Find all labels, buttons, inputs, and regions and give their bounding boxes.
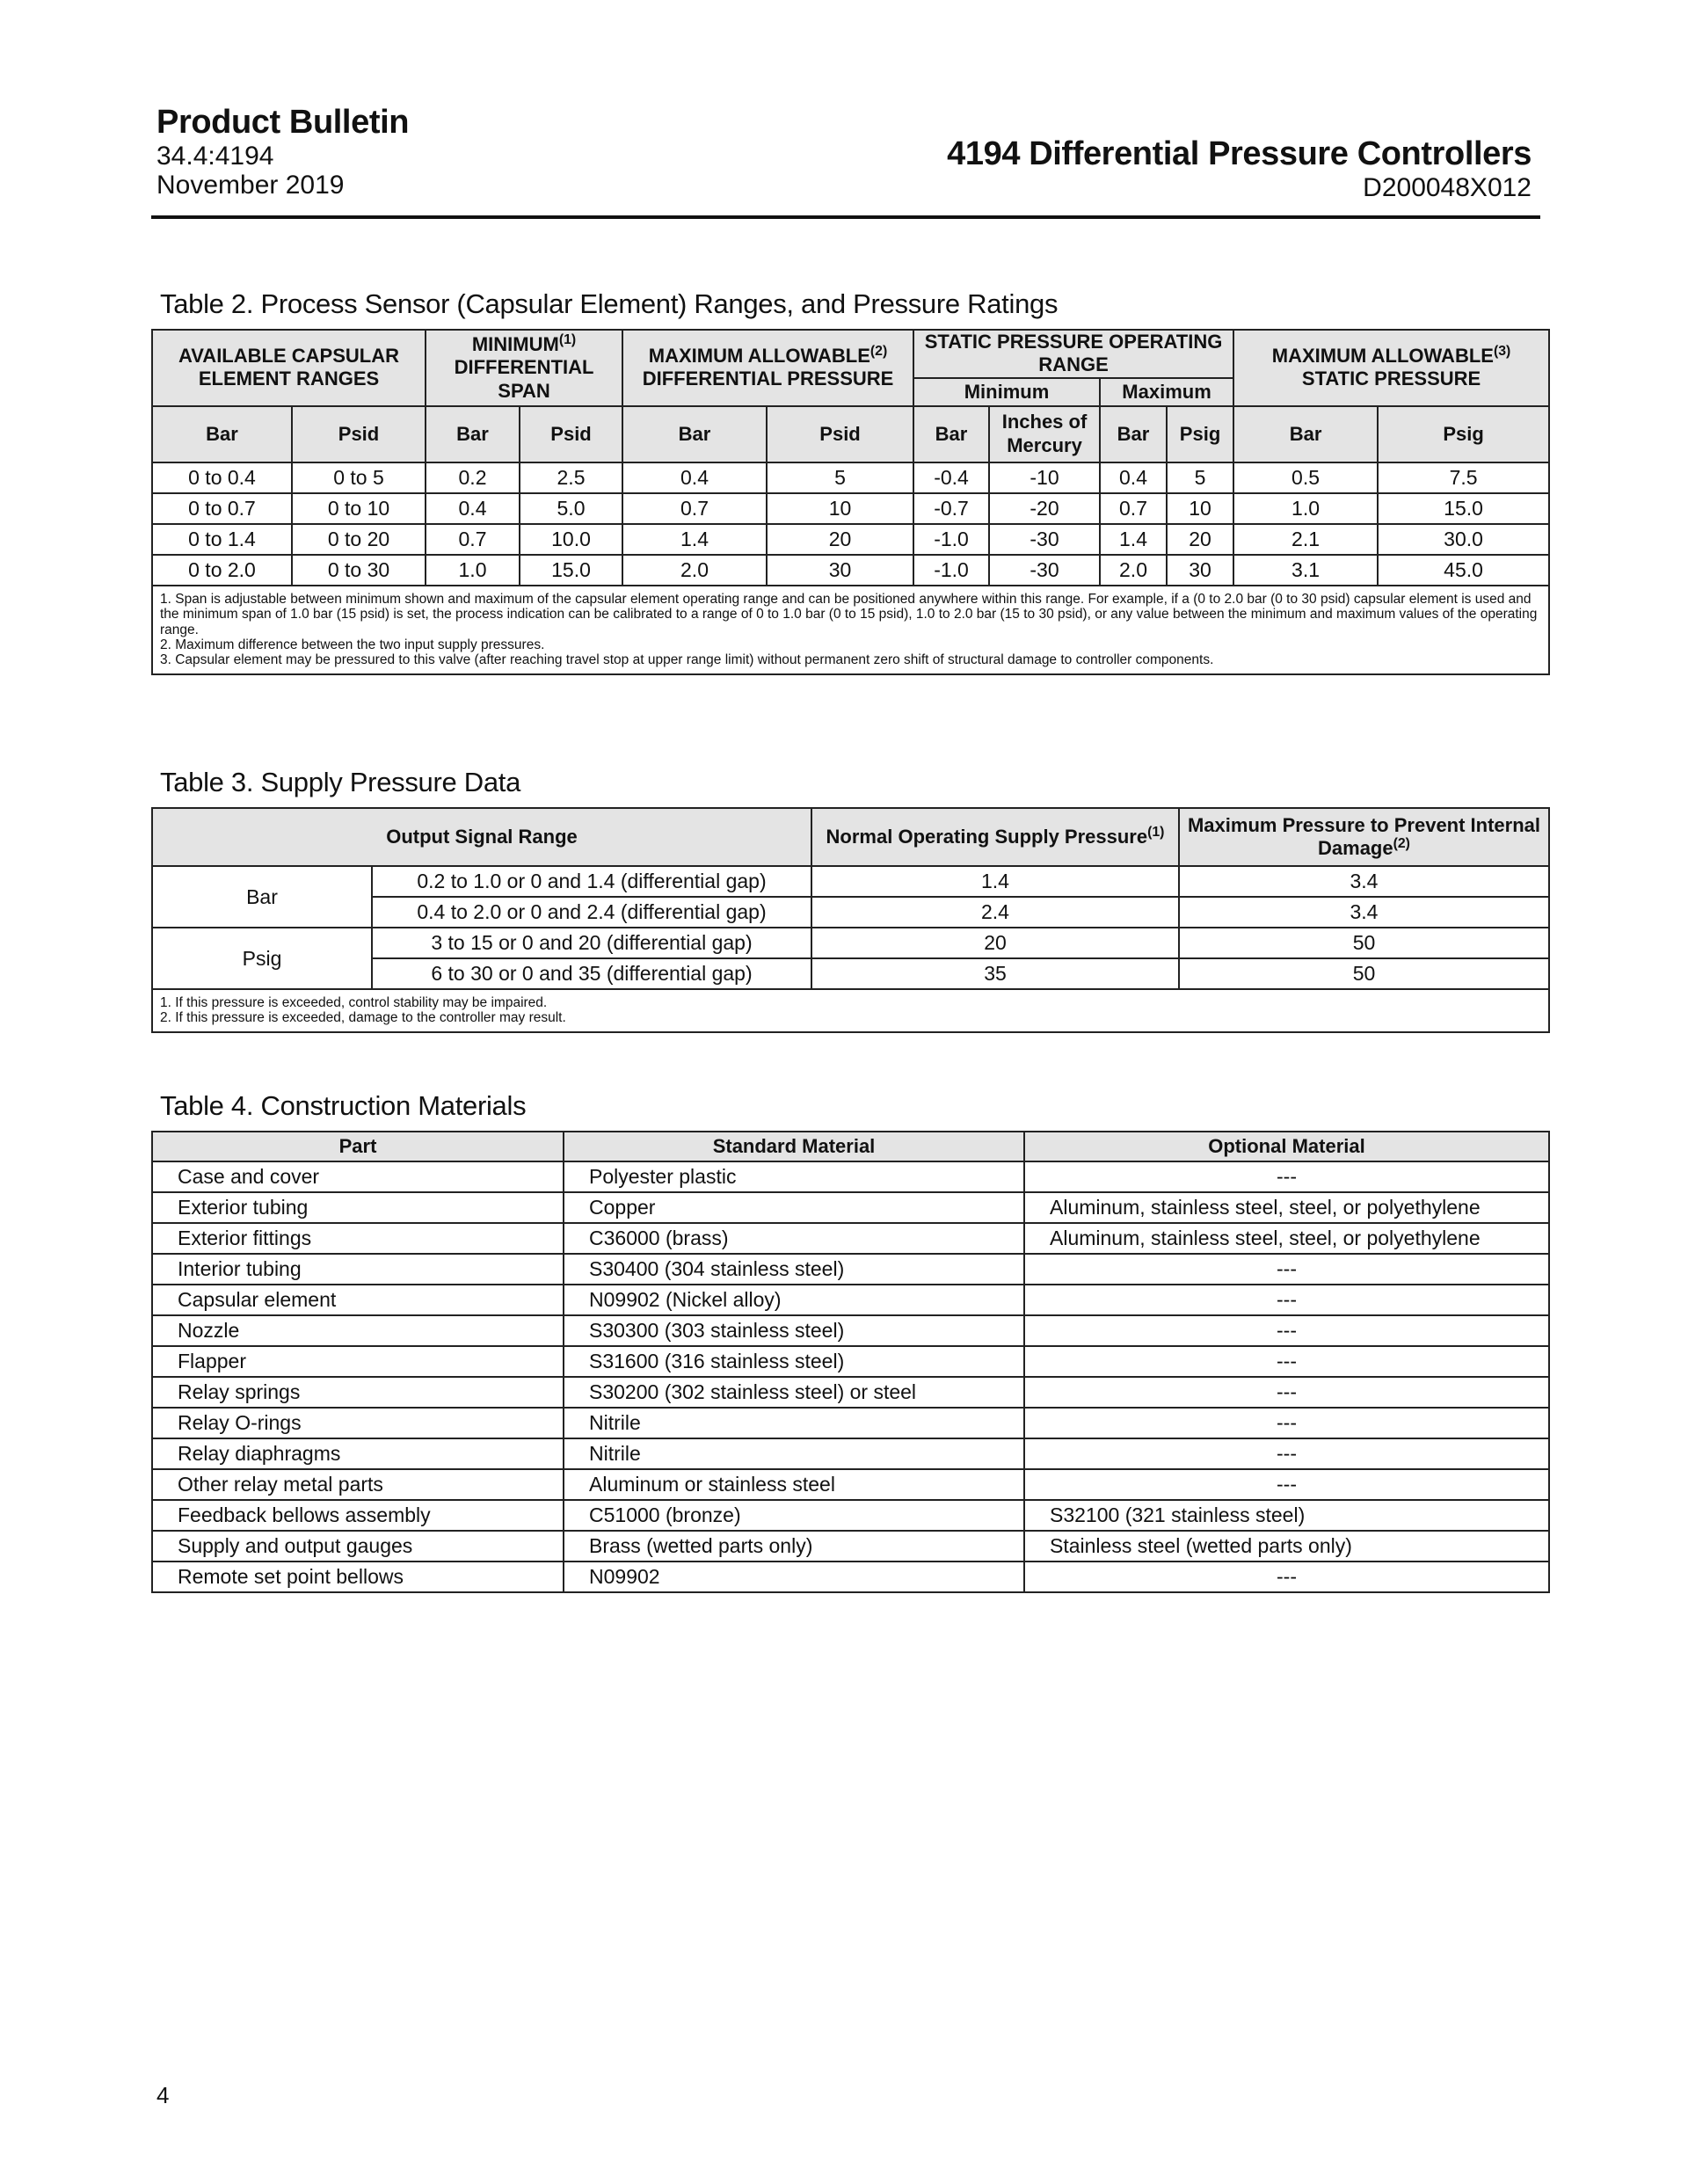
t4-header-standard: Standard Material: [564, 1132, 1024, 1161]
table-cell: C36000 (brass): [564, 1223, 1024, 1254]
table-cell: Copper: [564, 1192, 1024, 1223]
table-cell: 5.0: [520, 493, 622, 524]
table-cell: 35: [811, 958, 1179, 989]
table-cell: 0 to 5: [292, 462, 426, 493]
table2-pressure-ratings: [151, 329, 1550, 675]
table-row: [152, 555, 1549, 586]
t3-header-normal: Normal Operating Supply Pressure$^{(1)}$: [811, 808, 1179, 866]
table-cell: ---: [1024, 1285, 1549, 1315]
table-cell: Stainless steel (wetted parts only): [1024, 1531, 1549, 1562]
table-cell: 0.4: [426, 493, 520, 524]
table-cell: 0 to 20: [292, 524, 426, 555]
table-cell: S32100 (321 stainless steel): [1024, 1500, 1549, 1531]
header-right: [947, 135, 1532, 202]
table-cell: 15.0: [1378, 493, 1549, 524]
table-cell: 30: [1167, 555, 1233, 586]
table-cell: Capsular element: [152, 1285, 564, 1315]
table-cell: ---: [1024, 1161, 1549, 1192]
table-cell: 3 to 15 or 0 and 20 (differential gap): [372, 928, 811, 958]
table-cell: 30.0: [1378, 524, 1549, 555]
table-cell: Relay O-rings: [152, 1408, 564, 1438]
table-cell: Exterior fittings: [152, 1223, 564, 1254]
table3-title: Table 3. Supply Pressure Data: [160, 767, 521, 797]
t2-header-max-diff: MAXIMUM ALLOWABLE$^{(2)}$ DIFFERENTIAL PRESSURE: [622, 330, 913, 406]
table-cell: 2.5: [520, 462, 622, 493]
page-number: 4: [156, 2082, 170, 2108]
table-cell: Relay diaphragms: [152, 1438, 564, 1469]
table-cell: 10.0: [520, 524, 622, 555]
table-cell: 30: [767, 555, 913, 586]
table-note: 1. Span is adjustable between minimum shown and maximum of the capsular element operating range and can be positioned anywhere within this range. For example, if a (0 to 2.0 bar (0 to 30 psid) capsular element is used and the minimum span of 1.0 bar (15 psid) is set, the process indication can be calibrated to a range of 0 to 1.0 bar (0 to 15 psid), 1.0 to 2.0 bar (15 to 30 psid), or any value between the minimum and maximum values of the operating range.: [160, 591, 1538, 637]
table-row: [152, 1346, 1549, 1377]
table-cell: 3.1: [1233, 555, 1378, 586]
t2-header-static-range: STATIC PRESSURE OPERATING RANGE: [913, 330, 1233, 378]
table-cell: 5: [767, 462, 913, 493]
table-cell: Case and cover: [152, 1161, 564, 1192]
table2-title: Table 2. Process Sensor (Capsular Element) Ranges, and Pressure Ratings: [160, 288, 1059, 319]
table-row: [152, 1161, 1549, 1192]
table-cell: Aluminum, stainless steel, steel, or polyethylene: [1024, 1223, 1549, 1254]
table-cell: 45.0: [1378, 555, 1549, 586]
t3-header-maximum: Maximum Pressure to Prevent Internal Damage$^{(2)}$: [1179, 808, 1549, 866]
table-row: [152, 1285, 1549, 1315]
table-cell: -20: [989, 493, 1100, 524]
t2-header-maximum: Maximum: [1100, 378, 1233, 406]
table-cell: 1.0: [426, 555, 520, 586]
table-cell: 20: [767, 524, 913, 555]
table-cell: N09902 (Nickel alloy): [564, 1285, 1024, 1315]
table-cell: 0.7: [426, 524, 520, 555]
table-note: 2. Maximum difference between the two input supply pressures.: [160, 637, 545, 652]
table-cell: ---: [1024, 1254, 1549, 1285]
table-cell: -0.4: [913, 462, 989, 493]
table-cell: -30: [989, 524, 1100, 555]
table-cell: ---: [1024, 1469, 1549, 1500]
table3-notes: [152, 989, 1549, 1032]
bulletin-title: Product Bulletin: [156, 104, 410, 141]
table-row: [152, 462, 1549, 493]
t3-header-output: Output Signal Range: [152, 808, 811, 866]
table-row: [152, 1562, 1549, 1592]
table-cell: -1.0: [913, 555, 989, 586]
table-cell: 0.4 to 2.0 or 0 and 2.4 (differential gap): [372, 897, 811, 928]
table-cell: Relay springs: [152, 1377, 564, 1408]
table-cell: -30: [989, 555, 1100, 586]
header-left: [156, 104, 409, 200]
t2-unit-header: Psid: [292, 406, 426, 462]
t2-unit-header: Psig: [1167, 406, 1233, 462]
table-cell: Nozzle: [152, 1315, 564, 1346]
table-cell: S30400 (304 stainless steel): [564, 1254, 1024, 1285]
t2-unit-header: Psid: [767, 406, 913, 462]
t2-header-min-span: MINIMUM$^{(1)}$ DIFFERENTIAL SPAN: [426, 330, 622, 406]
table-cell: S30300 (303 stainless steel): [564, 1315, 1024, 1346]
header-divider: [151, 215, 1540, 219]
table-row: [152, 1315, 1549, 1346]
table-row: [152, 1438, 1549, 1469]
table4-construction-materials: [151, 1131, 1550, 1593]
table-cell: 10: [1167, 493, 1233, 524]
table-cell: 2.0: [1100, 555, 1167, 586]
table-cell: Feedback bellows assembly: [152, 1500, 564, 1531]
table-cell: 15.0: [520, 555, 622, 586]
t2-unit-header: Psig: [1378, 406, 1549, 462]
table-cell: 50: [1179, 958, 1549, 989]
t2-unit-header: Bar: [622, 406, 767, 462]
table-cell: 20: [811, 928, 1179, 958]
t2-header-ranges: AVAILABLE CAPSULAR ELEMENT RANGES: [152, 330, 426, 406]
table-cell: 0.2 to 1.0 or 0 and 1.4 (differential gap): [372, 866, 811, 897]
table-cell: -1.0: [913, 524, 989, 555]
table-cell: 0 to 10: [292, 493, 426, 524]
table3-supply-pressure: [151, 807, 1550, 1033]
table-row: [152, 1223, 1549, 1254]
t2-unit-header: Bar: [1100, 406, 1167, 462]
t2-unit-header: Inches of Mercury: [989, 406, 1100, 462]
table-row: [152, 1531, 1549, 1562]
table-cell: 0 to 30: [292, 555, 426, 586]
table-cell: Remote set point bellows: [152, 1562, 564, 1592]
table-cell: 0 to 0.7: [152, 493, 292, 524]
table-note: 1. If this pressure is exceeded, control stability may be impaired.: [160, 995, 548, 1010]
table-row: [152, 1408, 1549, 1438]
table2-notes: [152, 586, 1549, 674]
table-cell: 1.4: [811, 866, 1179, 897]
table-cell: 0.2: [426, 462, 520, 493]
document-title: 4194 Differential Pressure Controllers: [947, 135, 1532, 172]
table-row: [152, 1254, 1549, 1285]
t4-header-part: Part: [152, 1132, 564, 1161]
table-cell: 1.4: [622, 524, 767, 555]
table-cell: N09902: [564, 1562, 1024, 1592]
t4-header-optional: Optional Material: [1024, 1132, 1549, 1161]
t3-unit-cell: Bar: [152, 866, 372, 928]
t2-unit-header: Psid: [520, 406, 622, 462]
table-cell: 3.4: [1179, 866, 1549, 897]
table-cell: 0.4: [1100, 462, 1167, 493]
table-cell: 0.5: [1233, 462, 1378, 493]
t2-unit-header: Bar: [913, 406, 989, 462]
bulletin-date: November 2019: [156, 171, 345, 200]
table-cell: 5: [1167, 462, 1233, 493]
t2-unit-header: Bar: [426, 406, 520, 462]
table-cell: 50: [1179, 928, 1549, 958]
t2-header-max-static: MAXIMUM ALLOWABLE$^{(3)}$ STATIC PRESSURE: [1233, 330, 1549, 406]
table-cell: 1.4: [1100, 524, 1167, 555]
table-cell: 0.7: [622, 493, 767, 524]
table-cell: Supply and output gauges: [152, 1531, 564, 1562]
table-cell: -10: [989, 462, 1100, 493]
table-row: [152, 1192, 1549, 1223]
table-cell: Nitrile: [564, 1408, 1024, 1438]
table-cell: Brass (wetted parts only): [564, 1531, 1024, 1562]
bulletin-number: 34.4:4194: [156, 141, 274, 171]
table-cell: 0 to 1.4: [152, 524, 292, 555]
table-cell: ---: [1024, 1438, 1549, 1469]
table-cell: Polyester plastic: [564, 1161, 1024, 1192]
table-cell: 2.4: [811, 897, 1179, 928]
table-row: [152, 1500, 1549, 1531]
table-row: [152, 928, 1549, 958]
table-note: 2. If this pressure is exceeded, damage to the controller may result.: [160, 1010, 566, 1026]
table-row: [152, 524, 1549, 555]
table-cell: -0.7: [913, 493, 989, 524]
table-cell: 0 to 0.4: [152, 462, 292, 493]
table-cell: 0.4: [622, 462, 767, 493]
table-cell: 0.7: [1100, 493, 1167, 524]
table-cell: Flapper: [152, 1346, 564, 1377]
table-cell: ---: [1024, 1377, 1549, 1408]
table-cell: Nitrile: [564, 1438, 1024, 1469]
table-cell: 10: [767, 493, 913, 524]
table-row: [152, 866, 1549, 897]
table-cell: Exterior tubing: [152, 1192, 564, 1223]
table-cell: Other relay metal parts: [152, 1469, 564, 1500]
table-cell: 1.0: [1233, 493, 1378, 524]
table-cell: ---: [1024, 1315, 1549, 1346]
table-cell: 0 to 2.0: [152, 555, 292, 586]
table-cell: Interior tubing: [152, 1254, 564, 1285]
table-row: [152, 1377, 1549, 1408]
table-cell: ---: [1024, 1408, 1549, 1438]
table-cell: Aluminum, stainless steel, steel, or polyethylene: [1024, 1192, 1549, 1223]
table-row: [152, 1469, 1549, 1500]
t2-unit-header: Bar: [1233, 406, 1378, 462]
table-cell: 20: [1167, 524, 1233, 555]
table-cell: 2.1: [1233, 524, 1378, 555]
table-cell: ---: [1024, 1562, 1549, 1592]
table-cell: 3.4: [1179, 897, 1549, 928]
table-cell: S31600 (316 stainless steel): [564, 1346, 1024, 1377]
table-cell: C51000 (bronze): [564, 1500, 1024, 1531]
t3-unit-cell: Psig: [152, 928, 372, 989]
table4-title: Table 4. Construction Materials: [160, 1090, 527, 1121]
table-cell: ---: [1024, 1346, 1549, 1377]
table-cell: 7.5: [1378, 462, 1549, 493]
table-cell: 6 to 30 or 0 and 35 (differential gap): [372, 958, 811, 989]
table-note: 3. Capsular element may be pressured to this valve (after reaching travel stop at upper range limit) without permanent zero shift of structural damage to controller components.: [160, 652, 1214, 668]
t2-unit-header: Bar: [152, 406, 292, 462]
table-cell: 2.0: [622, 555, 767, 586]
t2-header-minimum: Minimum: [913, 378, 1100, 406]
table-cell: Aluminum or stainless steel: [564, 1469, 1024, 1500]
table-cell: S30200 (302 stainless steel) or steel: [564, 1377, 1024, 1408]
table-row: [152, 493, 1549, 524]
document-code: D200048X012: [1363, 172, 1532, 202]
